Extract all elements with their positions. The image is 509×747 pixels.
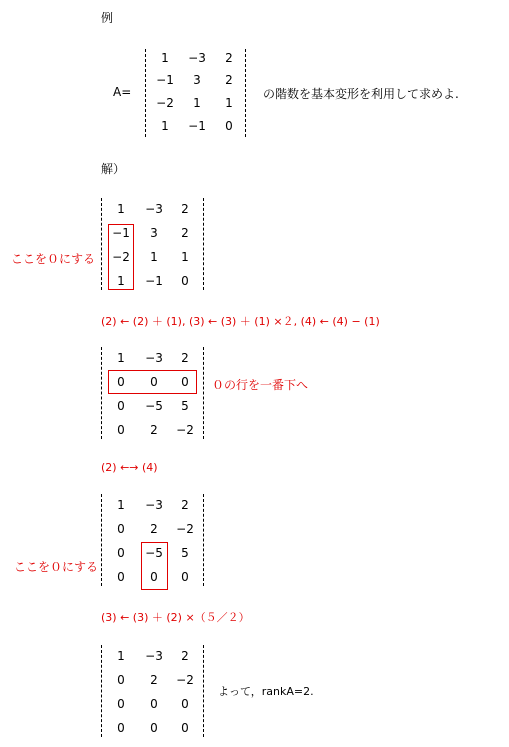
matrix-cell: 5 [181, 546, 189, 560]
matrix-cell: −3 [145, 202, 163, 216]
matrix-cell: 1 [161, 51, 169, 65]
highlight-box [108, 370, 197, 394]
left-bracket [101, 347, 105, 439]
example-label: 例 [101, 11, 114, 25]
step-matrix-4 [101, 645, 207, 737]
matrix-cell: −1 [188, 119, 206, 133]
matrix-cell: −3 [145, 649, 163, 663]
problem-instruction: の階数を基本変形を利用して求めよ. [263, 87, 459, 101]
matrix-cell: 0 [117, 546, 125, 560]
matrix-cell: 0 [117, 721, 125, 735]
matrix-cell: −2 [176, 673, 194, 687]
matrix-cell: 2 [181, 351, 189, 365]
left-bracket [101, 494, 105, 586]
matrix-cell: −5 [145, 399, 163, 413]
right-bracket [203, 645, 207, 737]
matrix-cell: 1 [225, 96, 233, 110]
matrix-cell: 1 [117, 351, 125, 365]
matrix-cell: 1 [161, 119, 169, 133]
matrix-cell: −2 [176, 522, 194, 536]
matrix-cell: −2 [176, 423, 194, 437]
matrix-cell: 0 [181, 697, 189, 711]
matrix-cell: 1 [117, 202, 125, 216]
matrix-cell: −5 [145, 546, 163, 560]
operation-1: (2) ← (2) ＋ (1), (3) ← (3) ＋ (1) ×２, (4) ← (4) − (1) [101, 315, 380, 328]
matrix-cell: −1 [145, 274, 163, 288]
matrix-cell: 0 [181, 375, 189, 389]
matrix-cell: 0 [117, 399, 125, 413]
matrix-cell: 2 [181, 226, 189, 240]
matrix-cell: 0 [117, 375, 125, 389]
matrix-cell: 2 [225, 51, 233, 65]
right-bracket [245, 49, 249, 137]
matrix-cell: 0 [181, 570, 189, 584]
matrix-name: A= [113, 85, 132, 99]
problem-matrix [145, 49, 249, 137]
matrix-cell: −1 [112, 226, 130, 240]
annotation-note-3: ここを０にする [14, 560, 99, 574]
matrix-cell: −1 [156, 73, 174, 87]
matrix-cell: 0 [117, 423, 125, 437]
highlight-box [141, 542, 168, 590]
matrix-cell: 1 [181, 250, 189, 264]
matrix-cell: 1 [117, 498, 125, 512]
operation-2: (2) ←→ (4) [101, 461, 158, 474]
solution-label: 解） [101, 162, 126, 176]
annotation-note-1: ここを０にする [11, 252, 96, 266]
matrix-cell: 0 [150, 721, 158, 735]
matrix-cell: 0 [225, 119, 233, 133]
matrix-cell: 2 [150, 673, 158, 687]
matrix-cell: 1 [193, 96, 201, 110]
annotation-note-2: ０の行を一番下へ [212, 378, 309, 392]
matrix-cell: −3 [188, 51, 206, 65]
matrix-cell: 3 [193, 73, 201, 87]
matrix-cell: 2 [181, 202, 189, 216]
matrix-cell: 0 [117, 673, 125, 687]
matrix-cell: 3 [150, 226, 158, 240]
matrix-cell: 0 [117, 697, 125, 711]
matrix-cell: −3 [145, 351, 163, 365]
left-bracket [101, 198, 105, 290]
right-bracket [203, 347, 207, 439]
matrix-cell: 1 [150, 250, 158, 264]
matrix-cell: 0 [181, 274, 189, 288]
matrix-cell: 0 [117, 570, 125, 584]
matrix-cell: 2 [150, 423, 158, 437]
matrix-cell: 0 [150, 570, 158, 584]
matrix-cell: 2 [225, 73, 233, 87]
matrix-cell: 5 [181, 399, 189, 413]
operation-3: (3) ← (3) ＋ (2) ×（５／２） [101, 611, 250, 624]
matrix-cell: 0 [181, 721, 189, 735]
matrix-cell: 2 [150, 522, 158, 536]
matrix-cell: 0 [150, 375, 158, 389]
matrix-cell: 2 [181, 498, 189, 512]
matrix-cell: 1 [117, 274, 125, 288]
matrix-cell: −2 [112, 250, 130, 264]
highlight-box [108, 224, 134, 290]
right-bracket [203, 198, 207, 290]
matrix-cell: 0 [150, 697, 158, 711]
right-bracket [203, 494, 207, 586]
matrix-cell: 2 [181, 649, 189, 663]
matrix-cell: −3 [145, 498, 163, 512]
matrix-cell: −2 [156, 96, 174, 110]
matrix-cell: 0 [117, 522, 125, 536]
left-bracket [145, 49, 149, 137]
conclusion: よって，rankA=2. [218, 685, 314, 698]
left-bracket [101, 645, 105, 737]
matrix-cell: 1 [117, 649, 125, 663]
